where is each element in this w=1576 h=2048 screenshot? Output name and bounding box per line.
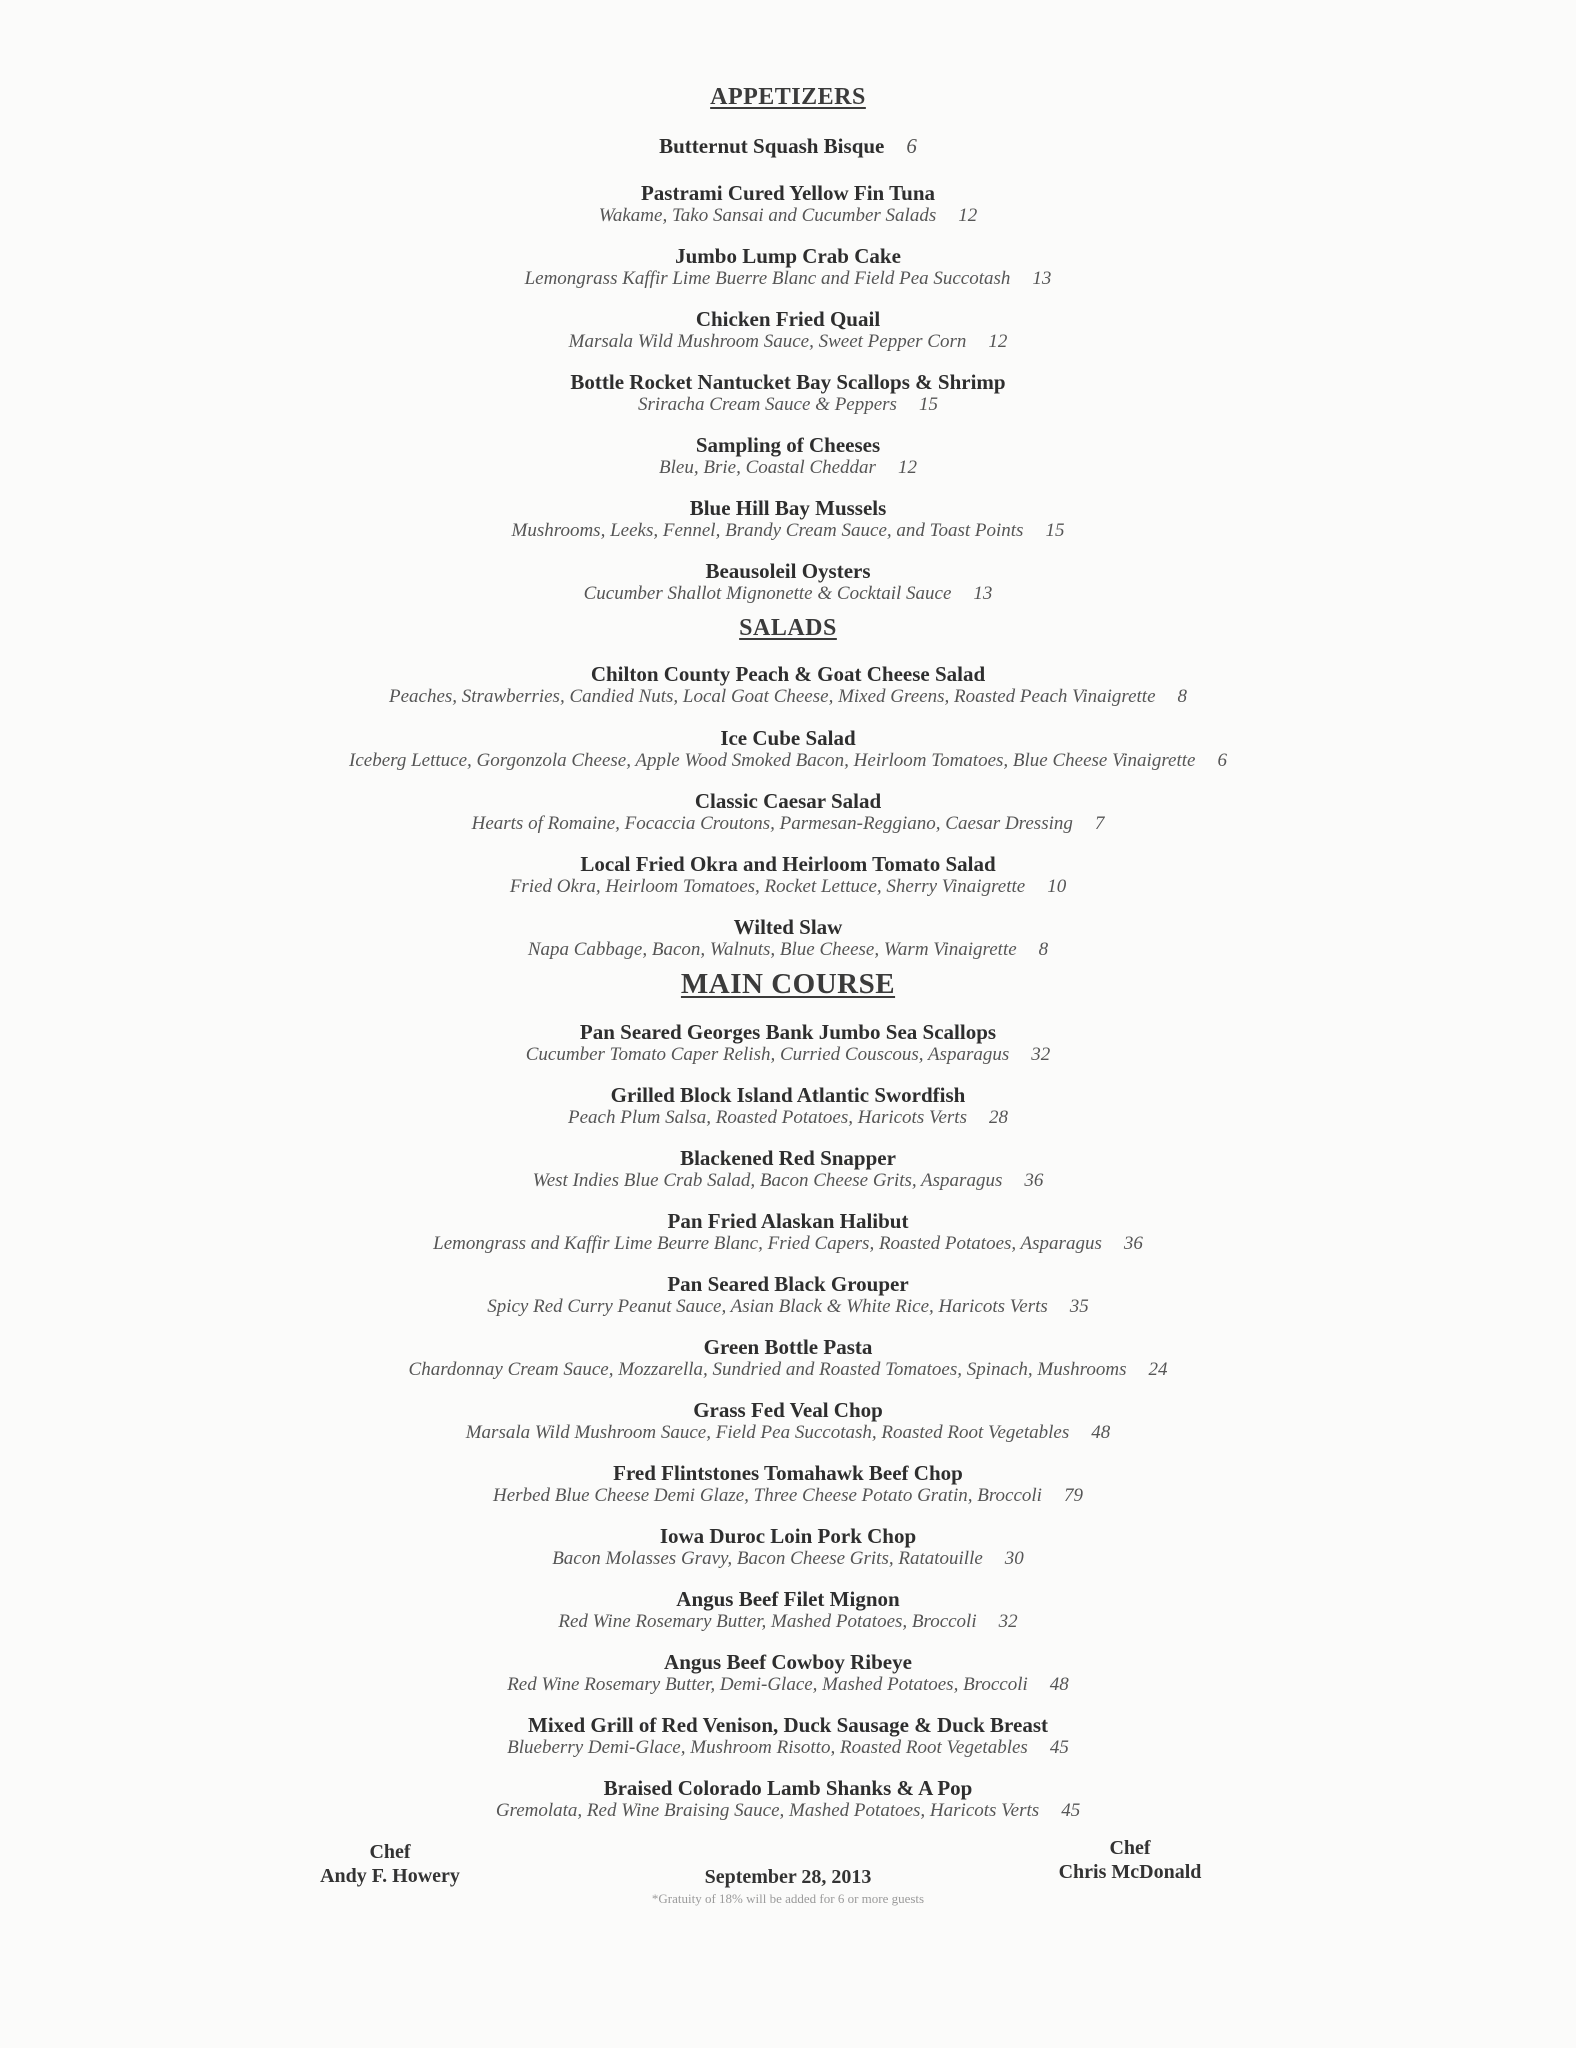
menu-item	[0, 1146, 1576, 1192]
item-description: Gremolata, Red Wine Braising Sauce, Mashed Potatoes, Haricots Verts	[495, 1800, 1040, 1821]
menu-item	[0, 1650, 1576, 1696]
menu-item	[0, 915, 1576, 961]
item-price: 36	[1024, 1170, 1044, 1191]
item-description: Hearts of Romaine, Focaccia Croutons, Parmesan-Reggiano, Caesar Dressing	[471, 813, 1073, 834]
menu-item	[0, 1335, 1576, 1381]
item-price: 6	[906, 134, 917, 158]
item-name: Green Bottle Pasta	[703, 1335, 873, 1359]
item-name: Angus Beef Cowboy Ribeye	[664, 1650, 912, 1674]
menu-item	[0, 1587, 1576, 1633]
item-description: Napa Cabbage, Bacon, Walnuts, Blue Cheese, Warm Vinaigrette	[527, 939, 1017, 960]
item-name: Pan Seared Black Grouper	[667, 1272, 909, 1296]
item-price: 6	[1217, 750, 1227, 771]
gratuity-note: *Gratuity of 18% will be added for 6 or more guests	[651, 1891, 925, 1906]
menu-item	[0, 496, 1576, 542]
item-description: Peach Plum Salsa, Roasted Potatoes, Haricots Verts	[568, 1107, 967, 1128]
menu-item	[0, 1776, 1576, 1822]
item-name: Local Fried Okra and Heirloom Tomato Salad	[580, 852, 996, 876]
item-price: 12	[988, 331, 1008, 352]
item-description: Lemongrass and Kaffir Lime Beurre Blanc, Fried Capers, Roasted Potatoes, Asparagus	[433, 1233, 1102, 1254]
menu-item	[0, 559, 1576, 605]
item-price: 32	[998, 1611, 1018, 1632]
menu-item	[0, 1461, 1576, 1507]
item-name: Chicken Fried Quail	[695, 307, 881, 331]
item-description: Iceberg Lettuce, Gorgonzola Cheese, Apple Wood Smoked Bacon, Heirloom Tomatoes, Blue Cheese Vinaigrette	[349, 750, 1196, 771]
item-description: Red Wine Rosemary Butter, Demi-Glace, Mashed Potatoes, Broccoli	[507, 1674, 1028, 1695]
item-description: Cucumber Shallot Mignonette & Cocktail Sauce	[583, 583, 952, 604]
menu-item	[0, 1209, 1576, 1255]
menu-item	[0, 1272, 1576, 1318]
item-name: Classic Caesar Salad	[694, 789, 882, 813]
item-price: 15	[1045, 520, 1065, 541]
chef-left-title: Chef	[369, 1841, 411, 1863]
item-name: Butternut Squash Bisque	[659, 134, 885, 158]
item-name: Braised Colorado Lamb Shanks & A Pop	[603, 1776, 973, 1800]
item-description: Fried Okra, Heirloom Tomatoes, Rocket Lettuce, Sherry Vinaigrette	[509, 876, 1026, 897]
chef-left-name: Andy F. Howery	[320, 1865, 460, 1887]
item-name: Mixed Grill of Red Venison, Duck Sausage & Duck Breast	[528, 1713, 1048, 1737]
item-description: Mushrooms, Leeks, Fennel, Brandy Cream Sauce, and Toast Points	[511, 520, 1024, 541]
item-name: Grass Fed Veal Chop	[693, 1398, 883, 1422]
chef-right-title: Chef	[1109, 1837, 1151, 1859]
item-description: Bleu, Brie, Coastal Cheddar	[659, 457, 876, 478]
item-description: Spicy Red Curry Peanut Sauce, Asian Black & White Rice, Haricots Verts	[487, 1296, 1048, 1317]
item-description: Blueberry Demi-Glace, Mushroom Risotto, Roasted Root Vegetables	[507, 1737, 1028, 1758]
menu-item	[0, 1020, 1576, 1066]
menu-item	[0, 134, 1576, 158]
item-name: Angus Beef Filet Mignon	[676, 1587, 900, 1611]
menu-item	[0, 181, 1576, 227]
menu-item	[0, 852, 1576, 898]
menu-item	[0, 1398, 1576, 1444]
menu-item	[0, 1083, 1576, 1129]
section-title-main-course: MAIN COURSE	[680, 968, 896, 1000]
item-name: Beausoleil Oysters	[705, 559, 871, 583]
item-price: 12	[958, 205, 978, 226]
menu-item	[0, 244, 1576, 290]
item-name: Chilton County Peach & Goat Cheese Salad	[590, 662, 986, 686]
item-description: Herbed Blue Cheese Demi Glaze, Three Cheese Potato Gratin, Broccoli	[493, 1485, 1042, 1506]
item-name: Pan Fried Alaskan Halibut	[667, 1209, 909, 1233]
item-price: 35	[1069, 1296, 1089, 1317]
item-price: 36	[1123, 1233, 1143, 1254]
menu-item	[0, 1524, 1576, 1570]
item-price: 15	[918, 394, 938, 415]
item-description: Bacon Molasses Gravy, Bacon Cheese Grits, Ratatouille	[552, 1548, 983, 1569]
item-description: West Indies Blue Crab Salad, Bacon Cheese Grits, Asparagus	[532, 1170, 1003, 1191]
item-name: Wilted Slaw	[733, 915, 843, 939]
item-name: Grilled Block Island Atlantic Swordfish	[610, 1083, 966, 1107]
item-name: Blue Hill Bay Mussels	[689, 496, 887, 520]
item-description: Sriracha Cream Sauce & Peppers	[638, 394, 897, 415]
item-name: Iowa Duroc Loin Pork Chop	[659, 1524, 917, 1548]
item-name: Pan Seared Georges Bank Jumbo Sea Scallops	[579, 1020, 997, 1044]
item-price: 13	[1032, 268, 1052, 289]
item-description: Chardonnay Cream Sauce, Mozzarella, Sundried and Roasted Tomatoes, Spinach, Mushrooms	[408, 1359, 1127, 1380]
item-price: 8	[1177, 686, 1188, 707]
item-name: Sampling of Cheeses	[695, 433, 881, 457]
menu-item	[0, 307, 1576, 353]
item-price: 7	[1094, 813, 1105, 834]
section-title-salads: SALADS	[739, 615, 837, 641]
item-name: Jumbo Lump Crab Cake	[675, 244, 901, 268]
item-description: Peaches, Strawberries, Candied Nuts, Local Goat Cheese, Mixed Greens, Roasted Peach Vinaigrette	[388, 686, 1156, 707]
menu-item	[0, 726, 1576, 772]
item-price: 32	[1031, 1044, 1051, 1065]
item-price: 28	[988, 1107, 1008, 1128]
item-name: Bottle Rocket Nantucket Bay Scallops & Shrimp	[570, 370, 1006, 394]
item-description: Cucumber Tomato Caper Relish, Curried Couscous, Asparagus	[525, 1044, 1010, 1065]
menu-item	[0, 1713, 1576, 1759]
item-price: 8	[1038, 939, 1049, 960]
item-price: 13	[973, 583, 993, 604]
item-price: 24	[1148, 1359, 1168, 1380]
menu-date: September 28, 2013	[704, 1866, 872, 1888]
item-name: Pastrami Cured Yellow Fin Tuna	[640, 181, 936, 205]
menu-item	[0, 662, 1576, 708]
item-price: 79	[1063, 1485, 1083, 1506]
item-price: 45	[1049, 1737, 1069, 1758]
item-description: Lemongrass Kaffir Lime Buerre Blanc and Field Pea Succotash	[524, 268, 1011, 289]
item-name: Blackened Red Snapper	[680, 1146, 896, 1170]
item-price: 30	[1004, 1548, 1024, 1569]
chef-right-name: Chris McDonald	[1058, 1861, 1202, 1883]
item-description: Marsala Wild Mushroom Sauce, Sweet Pepper Corn	[568, 331, 967, 352]
item-price: 10	[1047, 876, 1067, 897]
item-price: 12	[897, 457, 917, 478]
menu-item	[0, 789, 1576, 835]
menu-item	[0, 370, 1576, 416]
item-name: Fred Flintstones Tomahawk Beef Chop	[613, 1461, 963, 1485]
item-price: 45	[1061, 1800, 1081, 1821]
item-name: Ice Cube Salad	[720, 726, 856, 750]
section-title-appetizers: APPETIZERS	[710, 84, 866, 110]
item-price: 48	[1049, 1674, 1069, 1695]
item-price: 48	[1091, 1422, 1111, 1443]
item-description: Wakame, Tako Sansai and Cucumber Salads	[598, 205, 937, 226]
menu-item	[0, 433, 1576, 479]
item-description: Marsala Wild Mushroom Sauce, Field Pea Succotash, Roasted Root Vegetables	[465, 1422, 1070, 1443]
item-description: Red Wine Rosemary Butter, Mashed Potatoes, Broccoli	[558, 1611, 977, 1632]
